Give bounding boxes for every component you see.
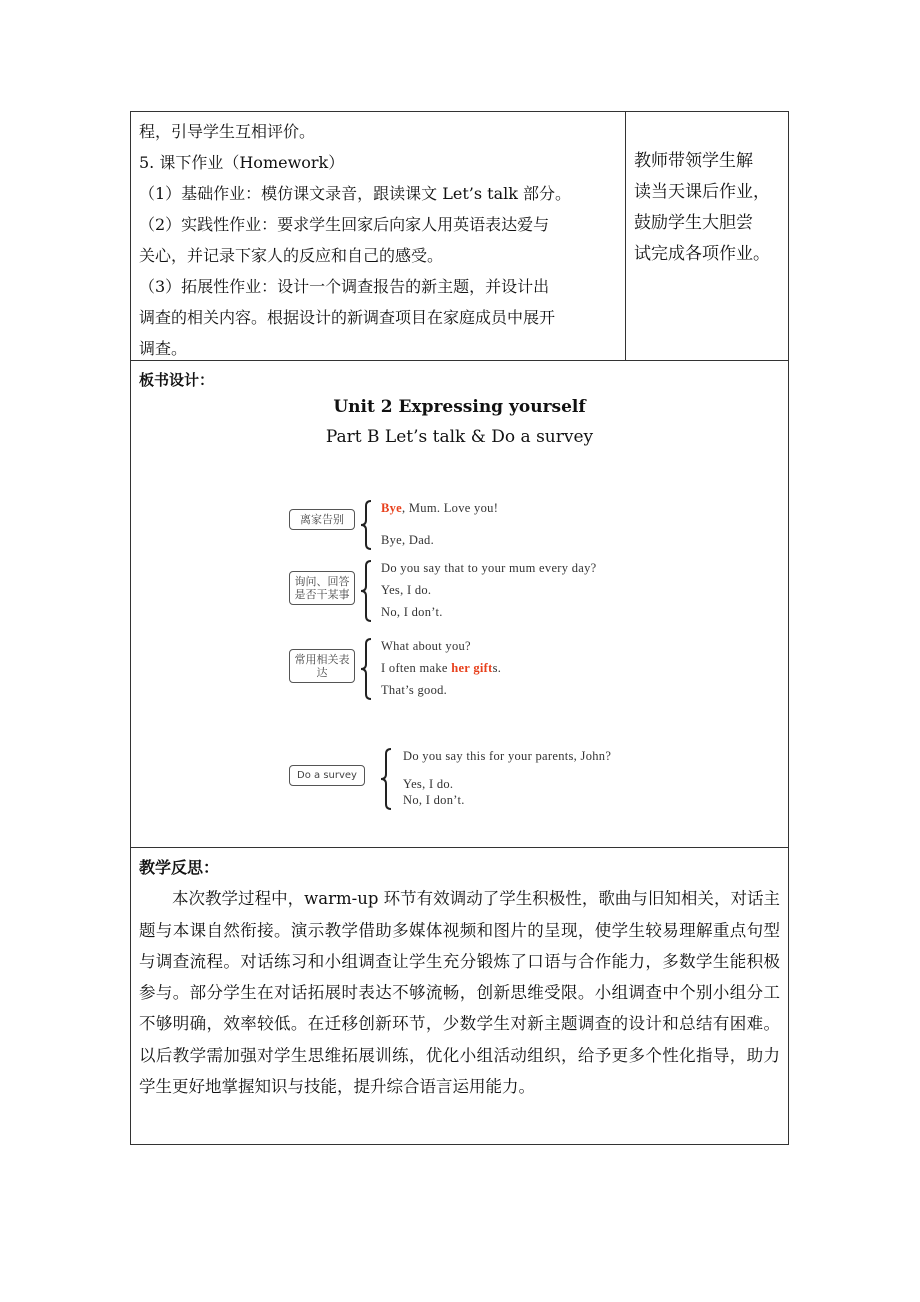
board-title: Unit 2 Expressing yourself bbox=[333, 397, 586, 417]
board-line: Bye, Dad. bbox=[381, 533, 435, 547]
board-line: No, I don’t. bbox=[403, 793, 465, 807]
teacher-cell bbox=[626, 112, 788, 360]
board-line: No, I don’t. bbox=[381, 605, 443, 619]
reflection-row bbox=[131, 848, 788, 1144]
text-line: （2）实践性作业：要求学生回家后向家人用英语表达爱与 bbox=[139, 215, 550, 234]
board-heading: 板书设计： bbox=[139, 371, 215, 389]
highlight-text: her gift bbox=[451, 661, 493, 675]
board-line: I often make her gifts. bbox=[381, 661, 502, 675]
board-line: Yes, I do. bbox=[403, 777, 454, 791]
brace-icon bbox=[359, 560, 373, 622]
text-line: 试完成各项作业。 bbox=[634, 244, 770, 264]
process-cell bbox=[131, 112, 626, 360]
board-line: What about you? bbox=[381, 639, 471, 653]
board-subtitle: Part B Let’s talk & Do a survey bbox=[325, 427, 594, 447]
board-line: Do you say that to your mum every day? bbox=[381, 561, 597, 575]
text-line: 调查的相关内容。根据设计的新调查项目在家庭成员中展开 bbox=[139, 308, 556, 327]
board-line: That’s good. bbox=[381, 683, 448, 697]
board-line: Do you say this for your parents, John? bbox=[403, 749, 612, 763]
brace-icon bbox=[359, 638, 373, 700]
text-line: （3）拓展性作业：设计一个调查报告的新主题，并设计出 bbox=[139, 277, 550, 296]
homework-row bbox=[131, 112, 788, 361]
reflection-heading: 教学反思： bbox=[139, 858, 220, 877]
highlight-text: Bye bbox=[381, 501, 403, 515]
reflection-text: 本次教学过程中，warm-up 环节有效调动了学生积极性，歌曲与旧知相关，对话主题与本课自然衔接。演示教学借助多媒体视频和图片的呈现，使学生较易理解重点句型与调查流程。对话练习和小组调查让学生充分锻炼了口语与合作能力，多数学生能积极参与。部分学生在对话拓展时表达不够流畅，创新思维受限。小组调查中个别小组分工不够明确，效率较低。在迁移创新环节，少数学生对新主题调查的设计和总结有困难。以后教学需加强对学生思维拓展训练，优化小组活动组织，给予更多个性化指导，助力学生更好地掌握知识与技能，提升综合语言运用能力。 bbox=[139, 889, 780, 1097]
text-line: （1）基础作业：模仿课文录音，跟读课文 Let’s talk 部分。 bbox=[139, 184, 572, 203]
brace-icon bbox=[379, 748, 393, 810]
lesson-plan-table bbox=[130, 111, 789, 1145]
board-design-row bbox=[131, 361, 788, 848]
text-line: 关心，并记录下家人的反应和自己的感受。 bbox=[139, 246, 444, 265]
text-line: 读当天课后作业， bbox=[634, 182, 770, 202]
board-group-label: 离家告别 bbox=[289, 509, 355, 530]
text-line: 调查。 bbox=[139, 339, 188, 358]
board-line: Yes, I do. bbox=[381, 583, 432, 597]
text-line: 程，引导学生互相评价。 bbox=[139, 122, 316, 141]
board-line: Bye, Mum. Love you! bbox=[381, 501, 499, 515]
board-group-label: 询问、回答是否干某事 bbox=[289, 571, 355, 605]
board-group-label: Do a survey bbox=[289, 765, 365, 786]
text-line: 5. 课下作业（Homework） bbox=[139, 153, 345, 172]
text-line: 教师带领学生解 bbox=[634, 151, 753, 171]
brace-icon bbox=[359, 500, 373, 550]
board-group-label: 常用相关表达 bbox=[289, 649, 355, 683]
text-line: 鼓励学生大胆尝 bbox=[634, 213, 753, 233]
